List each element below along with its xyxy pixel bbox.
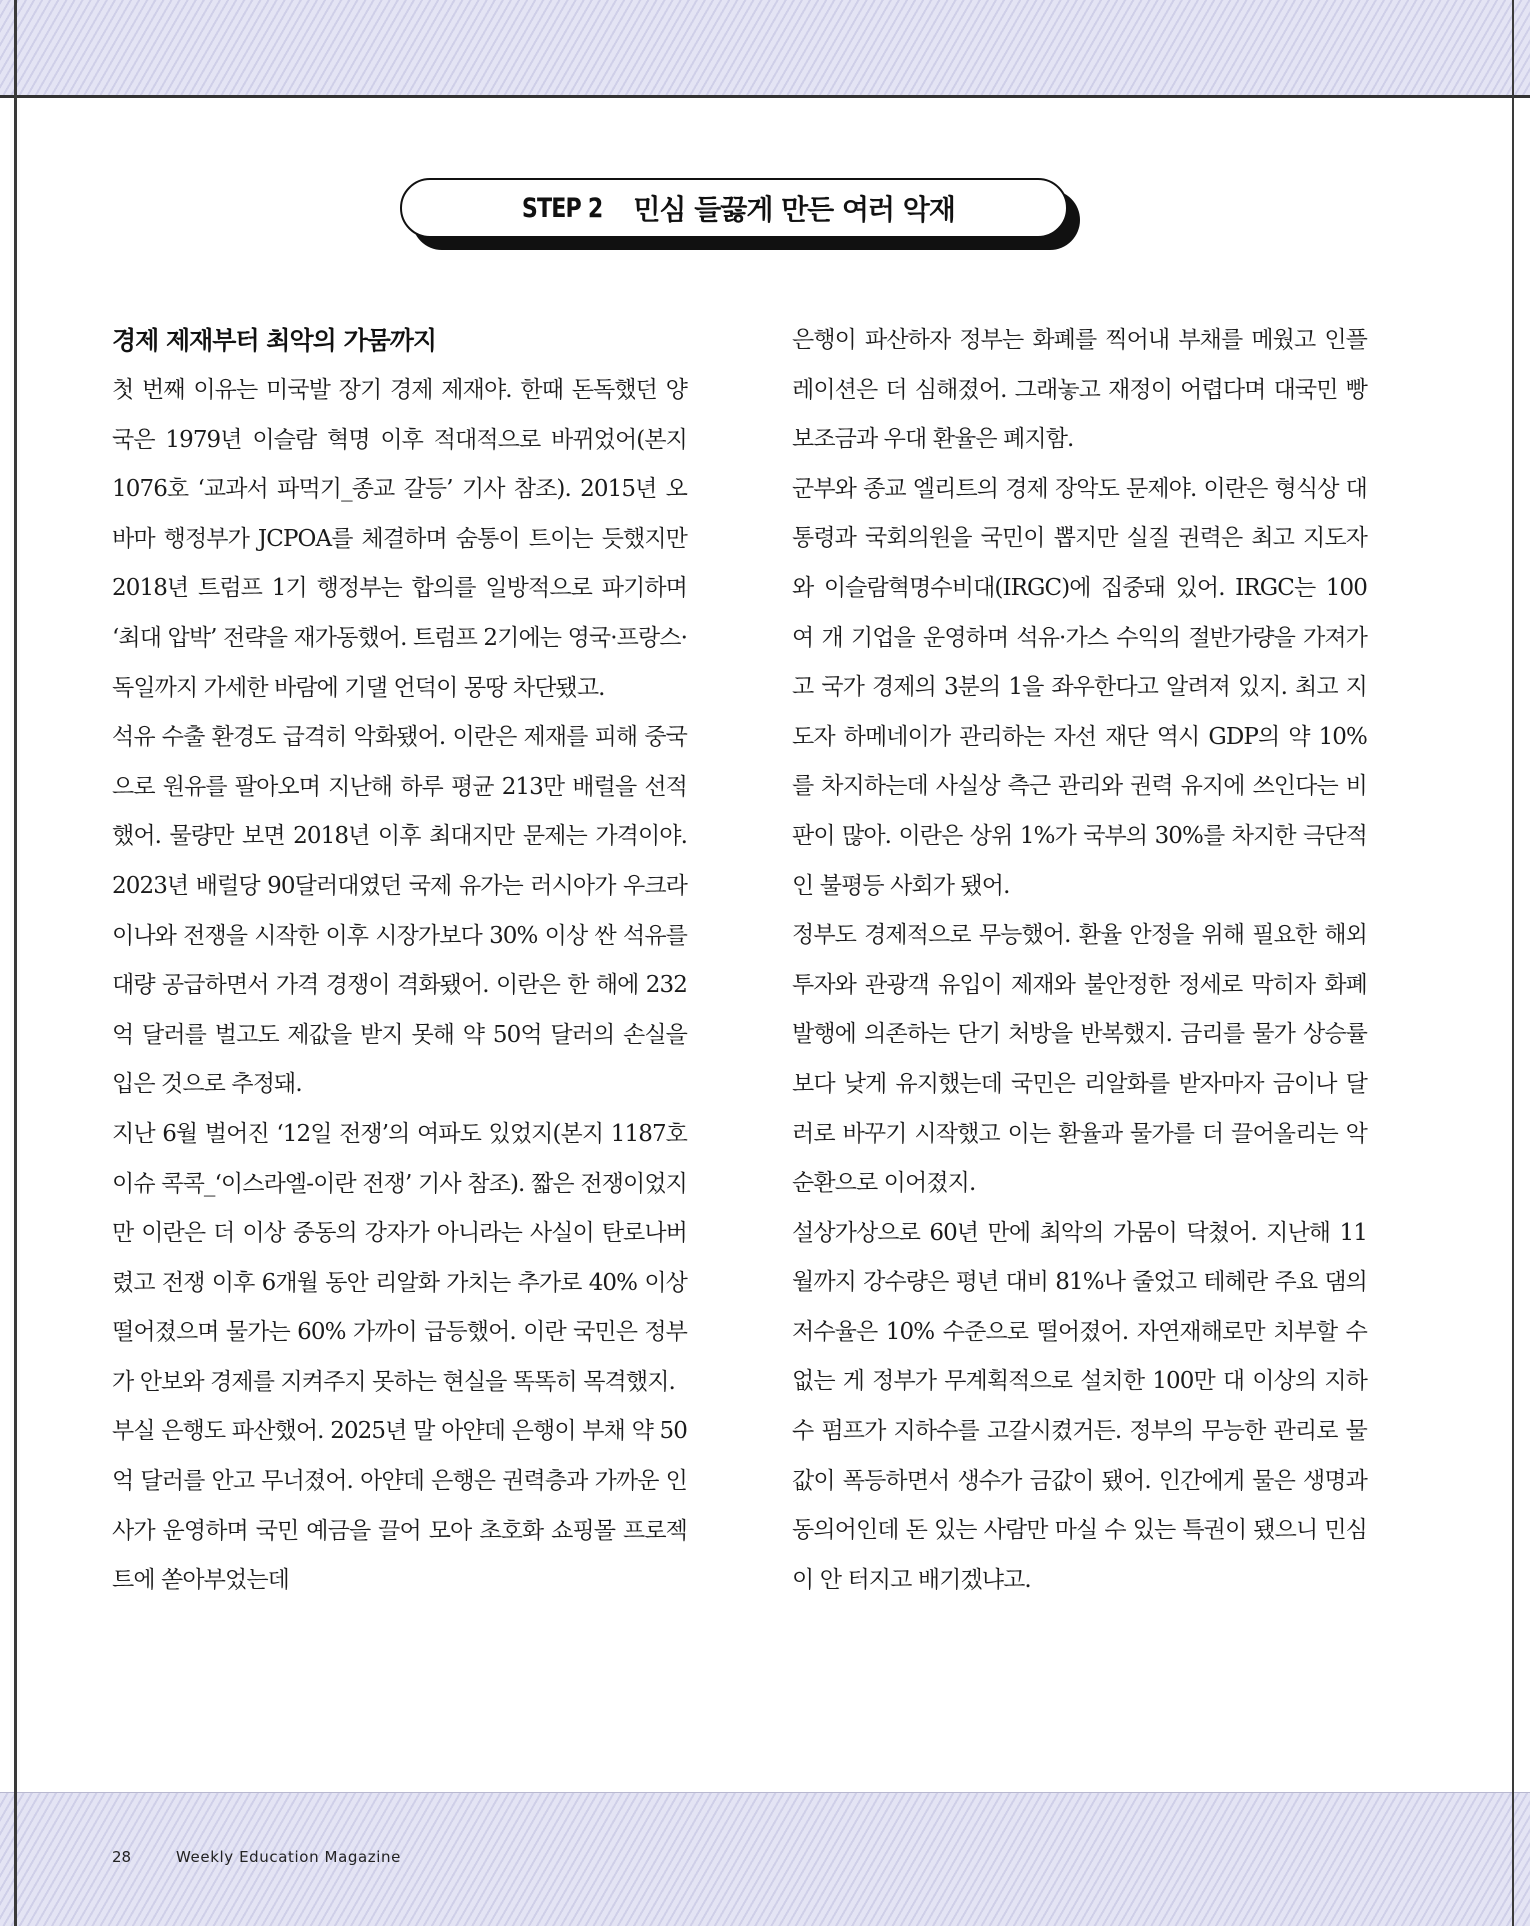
right-column xyxy=(792,316,1367,1605)
step-label: STEP 2 xyxy=(521,192,603,224)
section-heading xyxy=(400,178,1080,250)
paragraph: 정부도 경제적으로 무능했어. 환율 안정을 위해 필요한 해외 투자와 관광객 유입이 제재와 불안정한 정세로 막히자 화폐 발행에 의존하는 단기 처방을 반복했지. 금리를 물가 상승률보다 낮게 유지했는데 국민은 리알화를 받자마자 금이나 달러로 바꾸기 시작했고 이는 환율과 물가를 더 끌어올리는 악순환으로 이어졌지. xyxy=(792,922,1367,1197)
left-border-rule xyxy=(14,0,17,1926)
paragraph: 석유 수출 환경도 급격히 악화됐어. 이란은 제재를 피해 중국으로 원유를 팔아오며 지난해 하루 평균 213만 배럴을 선적했어. 물량만 보면 2018년 이후 최대지만 문제는 가격이야. 2023년 배럴당 90달러대였던 국제 유가는 러시아가 우크라이나와 전쟁을 시작한 이후 시장가보다 30% 이상 싼 석유를 대량 공급하면서 가격 경쟁이 격화됐어. 이란은 한 해에 232억 달러를 벌고도 제값을 받지 못해 약 50억 달러의 손실을 입은 것으로 추정돼. xyxy=(112,724,687,1098)
page-number: 28 xyxy=(112,1848,132,1866)
top-stripe-band xyxy=(0,0,1530,98)
paragraph: 지난 6월 벌어진 ‘12일 전쟁’의 여파도 있었지(본지 1187호 이슈 콕콕_‘이스라엘-이란 전쟁’ 기사 참조). 짧은 전쟁이었지만 이란은 더 이상 중동의 강자가 아니라는 사실이 탄로나버렸고 전쟁 이후 6개월 동안 리알화 가치는 추가로 40% 이상 떨어졌으며 물가는 60% 가까이 급등했어. 이란 국민은 정부가 안보와 경제를 지켜주지 못하는 현실을 똑똑히 목격했지. xyxy=(112,1120,687,1395)
paragraph: 부실 은행도 파산했어. 2025년 말 아얀데 은행이 부채 약 50억 달러를 안고 무너졌어. 아얀데 은행은 권력층과 가까운 인사가 운영하며 국민 예금을 끌어 모아 초호화 쇼핑몰 프로젝트에 쏟아부었는데 xyxy=(112,1418,687,1594)
right-border-rule xyxy=(1512,0,1514,1926)
heading-pill xyxy=(400,178,1068,238)
paragraph: 은행이 파산하자 정부는 화폐를 찍어내 부채를 메웠고 인플레이션은 더 심해졌어. 그래놓고 재정이 어렵다며 대국민 빵 보조금과 우대 환율은 폐지함. xyxy=(792,327,1367,453)
section-subhead: 경제 제재부터 최악의 가뭄까지 xyxy=(112,326,437,355)
left-column xyxy=(112,316,687,1606)
heading-title: 민심 들끓게 만든 여러 악재 xyxy=(633,193,955,226)
magazine-name: Weekly Education Magazine xyxy=(176,1848,401,1866)
paragraph: 군부와 종교 엘리트의 경제 장악도 문제야. 이란은 형식상 대통령과 국회의원을 국민이 뽑지만 실질 권력은 최고 지도자와 이슬람혁명수비대(IRGC)에 집중돼 있어. IRGC는 100여 개 기업을 운영하며 석유·가스 수익의 절반가량을 가져가고 국가 경제의 3분의 1을 좌우한다고 알려져 있지. 최고 지도자 하메네이가 관리하는 자선 재단 역시 GDP의 약 10%를 차지하는데 사실상 측근 관리와 권력 유지에 쓰인다는 비판이 많아. 이란은 상위 1%가 국부의 30%를 차지한 극단적인 불평등 사회가 됐어. xyxy=(792,475,1367,899)
paragraph: 설상가상으로 60년 만에 최악의 가뭄이 닥쳤어. 지난해 11월까지 강수량은 평년 대비 81%나 줄었고 테헤란 주요 댐의 저수율은 10% 수준으로 떨어졌어. 자연재해로만 치부할 수 없는 게 정부가 무계획적으로 설치한 100만 대 이상의 지하수 펌프가 지하수를 고갈시켰거든. 정부의 무능한 관리로 물값이 폭등하면서 생수가 금값이 됐어. 인간에게 물은 생명과 동의어인데 돈 있는 사람만 마실 수 있는 특권이 됐으니 민심이 안 터지고 배기겠냐고. xyxy=(792,1219,1367,1593)
paragraph: 첫 번째 이유는 미국발 장기 경제 제재야. 한때 돈독했던 양국은 1979년 이슬람 혁명 이후 적대적으로 바뀌었어(본지 1076호 ‘교과서 파먹기_종교 갈등’ 기사 참조). 2015년 오바마 행정부가 JCPOA를 체결하며 숨통이 트이는 듯했지만 2018년 트럼프 1기 행정부는 합의를 일방적으로 파기하며 ‘최대 압박’ 전략을 재가동했어. 트럼프 2기에는 영국·프랑스·독일까지 가세한 바람에 기댈 언덕이 몽땅 차단됐고. xyxy=(112,377,687,701)
